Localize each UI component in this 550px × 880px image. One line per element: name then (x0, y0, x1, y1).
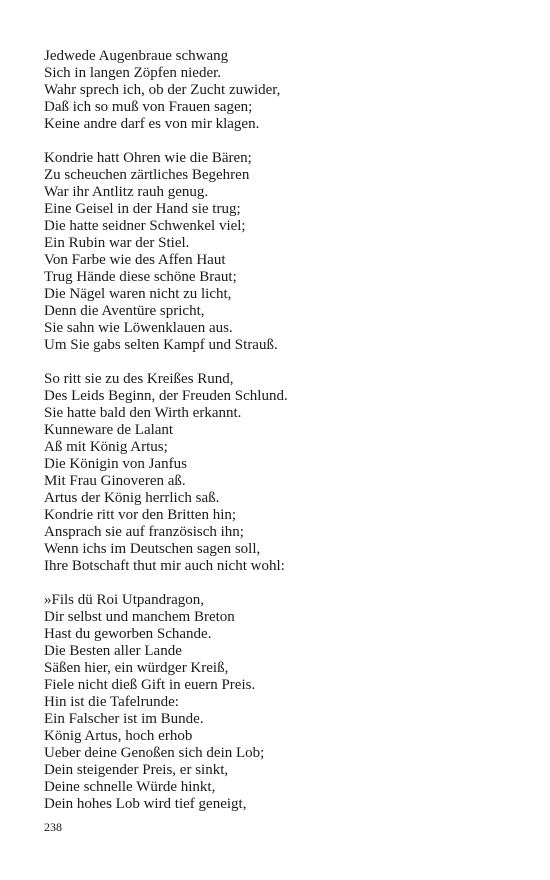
verse-line: Die Besten aller Lande (44, 643, 182, 659)
verse-line: Dir selbst und manchem Breton (44, 609, 235, 625)
page-number: 238 (44, 820, 62, 834)
verse-line: Mit Frau Ginoveren aß. (44, 473, 186, 489)
verse-line: Die hatte seidner Schwenkel viel; (44, 218, 246, 234)
verse-line: Des Leids Beginn, der Freuden Schlund. (44, 388, 288, 404)
verse-line: Dein steigender Preis, er sinkt, (44, 762, 229, 778)
verse-line: Kondrie ritt vor den Britten hin; (44, 507, 237, 523)
verse-line: König Artus, hoch erhob (44, 728, 193, 744)
verse-line: Hast du geworben Schande. (44, 626, 212, 642)
verse-line: Die Nägel waren nicht zu licht, (44, 286, 232, 302)
verse-line: Ein Falscher ist im Bunde. (44, 711, 204, 727)
verse-line: War ihr Antlitz rauh genug. (44, 184, 209, 200)
verse-line: Sich in langen Zöpfen nieder. (44, 65, 222, 81)
verse-line: Wenn ichs im Deutschen sagen soll, (44, 541, 261, 557)
verse-line: Die Königin von Janfus (44, 456, 187, 472)
verse-line: Aß mit König Artus; (44, 439, 168, 455)
verse-line: Artus der König herrlich saß. (44, 490, 220, 506)
verse-line: Von Farbe wie des Affen Haut (44, 252, 226, 268)
verse-line: Zu scheuchen zärtliches Begehren (44, 167, 250, 183)
verse-line: Jedwede Augenbraue schwang (44, 48, 229, 64)
verse-line: Keine andre darf es von mir klagen. (44, 116, 260, 132)
verse-line: Hin ist die Tafelrunde: (44, 694, 179, 710)
verse-line: Kondrie hatt Ohren wie die Bären; (44, 150, 252, 166)
verse-line: Wahr sprech ich, ob der Zucht zuwider, (44, 82, 281, 98)
verse-line: Fiele nicht dieß Gift in euern Preis. (44, 677, 256, 693)
verse-line: »Fils dü Roi Utpandragon, (44, 592, 204, 608)
verse-line: Ueber deine Genoßen sich dein Lob; (44, 745, 265, 761)
verse-line: Sie hatte bald den Wirth erkannt. (44, 405, 242, 421)
verse-line: Daß ich so muß von Frauen sagen; (44, 99, 253, 115)
verse-line: Ansprach sie auf französisch ihn; (44, 524, 244, 540)
verse-line: Ein Rubin war der Stiel. (44, 235, 190, 251)
stanza-2 (44, 150, 514, 354)
verse-line: Trug Hände diese schöne Braut; (44, 269, 237, 285)
verse-line: Ihre Botschaft thut mir auch nicht wohl: (44, 558, 285, 574)
verse-line: Dein hohes Lob wird tief geneigt, (44, 796, 247, 812)
verse-line: Denn die Aventüre spricht, (44, 303, 205, 319)
verse-line: Um Sie gabs selten Kampf und Strauß. (44, 337, 278, 353)
verse-line: Säßen hier, ein würdger Kreiß, (44, 660, 229, 676)
verse-line: Eine Geisel in der Hand sie trug; (44, 201, 241, 217)
verse-line: Deine schnelle Würde hinkt, (44, 779, 216, 795)
stanza-3 (44, 371, 514, 575)
verse-line: So ritt sie zu des Kreißes Rund, (44, 371, 234, 387)
poem-text (44, 48, 514, 830)
verse-line: Kunneware de Lalant (44, 422, 174, 438)
verse-line: Sie sahn wie Löwenklauen aus. (44, 320, 233, 336)
stanza-4 (44, 592, 514, 813)
stanza-1 (44, 48, 514, 133)
